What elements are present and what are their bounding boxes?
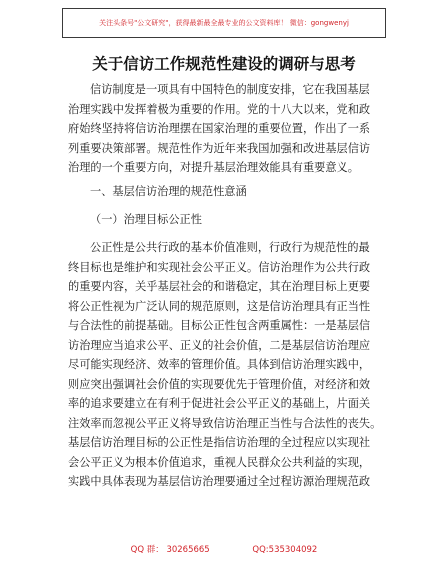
paragraph-line: 会公平正义为根本价值追求，重视人民群众公共利益的实现，: [68, 455, 371, 469]
paragraph-line: 访治理应当追求公平、正义的社会价值，二是基层信访治理应: [68, 338, 371, 352]
paragraph-line: 公正性是公共行政的基本价值准则，行政行为规范性的最: [90, 241, 370, 254]
subsection-heading: [90, 210, 414, 230]
paragraph-line: 注效率而忽视公平正义将导致信访治理正当性与合法性的丧失。: [68, 416, 382, 430]
paragraph-line: 治理的一个重要方向，对提升基层治理效能具有重要意义。: [68, 161, 359, 174]
paragraph-intro: [68, 80, 392, 178]
paragraph-line: 府始终坚持将信访治理摆在国家治理的重要位置，作出了一系: [68, 122, 371, 135]
paragraph-fairness: [68, 238, 392, 492]
paragraph-line: 信访制度是一项具有中国特色的制度安排，它在我国基层: [90, 83, 370, 96]
paragraph-line: 实践中具体表现为基层信访治理要通过全过程访源治理规范政: [68, 475, 371, 488]
footer-contact: [0, 543, 448, 555]
paragraph-line: 则应突出强调社会价值的实现要优先于管理价值，对经济和效: [68, 377, 371, 391]
paragraph-line: 与合法性的前提基础。目标公正性包含两重属性：一是基层信: [68, 319, 371, 332]
paragraph-line: 终目标也是维护和实现社会公平正义。信访治理作为公共行政: [68, 260, 371, 274]
paragraph-line: 将公正性视为广泛认同的规范原则，这是信访治理具有正当性: [68, 299, 371, 313]
footer-qq-group: QQ 群： 30265665: [130, 545, 210, 555]
subsection-heading-text: （一）治理目标公正性: [90, 213, 202, 226]
document-title: 关于信访工作规范性建设的调研与思考: [92, 55, 356, 73]
paragraph-line: 治理实践中发挥着极为重要的作用。党的十八大以来，党和政: [68, 102, 371, 116]
section-heading-text: 一、基层信访治理的规范性意涵: [90, 185, 247, 198]
paragraph-line: 列重要决策部署。规范性作为近年来我国加强和改进基层信访: [68, 141, 371, 155]
paragraph-line: 率的追求要建立在有利于促进社会公平正义的基础上，片面关: [68, 397, 371, 410]
paragraph-line: 基层信访治理目标的公正性是指信访治理的全过程应以实现社: [68, 436, 371, 449]
paragraph-line: 尽可能实现经济、效率的管理价值。具体到信访治理实践中，: [68, 358, 371, 371]
section-heading: [90, 182, 414, 202]
paragraph-line: 的重要内容，关乎基层社会的和谐稳定，其在治理目标上更要: [68, 280, 371, 293]
footer-qq: QQ:535304092: [252, 545, 318, 555]
header-notice[interactable]: 关注头条号"公文研究"，获得最新最全最专业的公文资料库！ 微信：gongwenyj: [62, 8, 386, 38]
